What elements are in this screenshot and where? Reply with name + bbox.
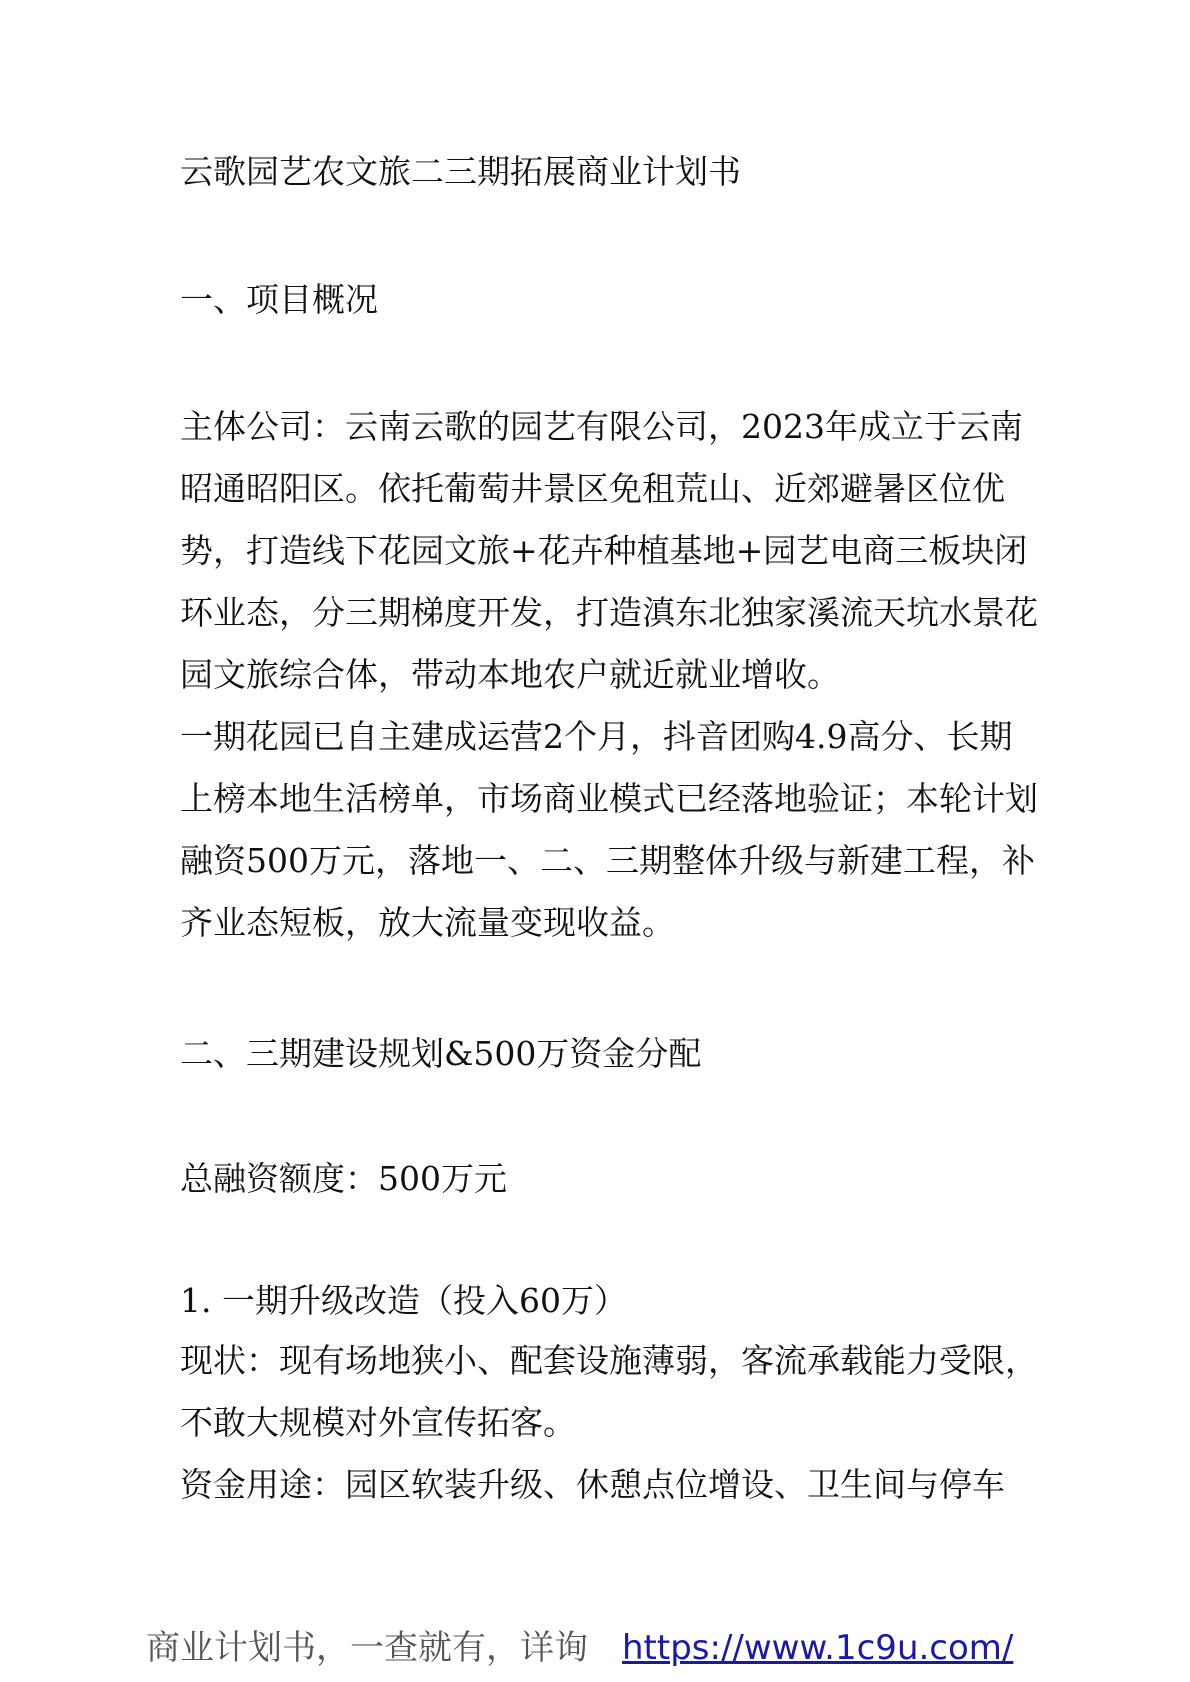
footer-text: 商业计划书，一查就有，详询 <box>146 1628 588 1668</box>
footer-banner <box>146 1624 1013 1672</box>
total-financing: 总融资额度：500万元 <box>180 1159 507 1198</box>
phase1-funds-usage: 资金用途：园区软装升级、休憩点位增设、卫生间与停车 <box>180 1465 1005 1504</box>
footer-link[interactable]: https://www.1c9u.com/ <box>622 1628 1014 1668</box>
document-title: 云歌园艺农文旅二三期拓展商业计划书 <box>180 152 741 191</box>
overview-paragraph-financing: 一期花园已自主建成运营2个月，抖音团购4.9高分、长期上榜本地生活榜单，市场商业模式已经落地验证；本轮计划融资500万元，落地一、二、三期整体升级与新建工程，补齐业态短板，放大流量变现收益。 <box>180 717 1038 942</box>
overview-paragraph-company: 主体公司：云南云歌的园艺有限公司，2023年成立于云南昭通昭阳区。依托葡萄井景区免租荒山、近郊避暑区位优势，打造线下花园文旅+花卉种植基地+园艺电商三板块闭环业态，分三期梯度开发，打造滇东北独家溪流天坑水景花园文旅综合体，带动本地农户就近就业增收。 <box>180 407 1038 694</box>
section-heading-plan: 二、三期建设规划&500万资金分配 <box>180 1034 702 1073</box>
section-heading-overview: 一、项目概况 <box>180 280 378 319</box>
phase1-status: 现状：现有场地狭小、配套设施薄弱，客流承载能力受限，不敢大规模对外宣传拓客。 <box>180 1341 1038 1442</box>
phase1-heading: 1. 一期升级改造（投入60万） <box>180 1281 627 1320</box>
